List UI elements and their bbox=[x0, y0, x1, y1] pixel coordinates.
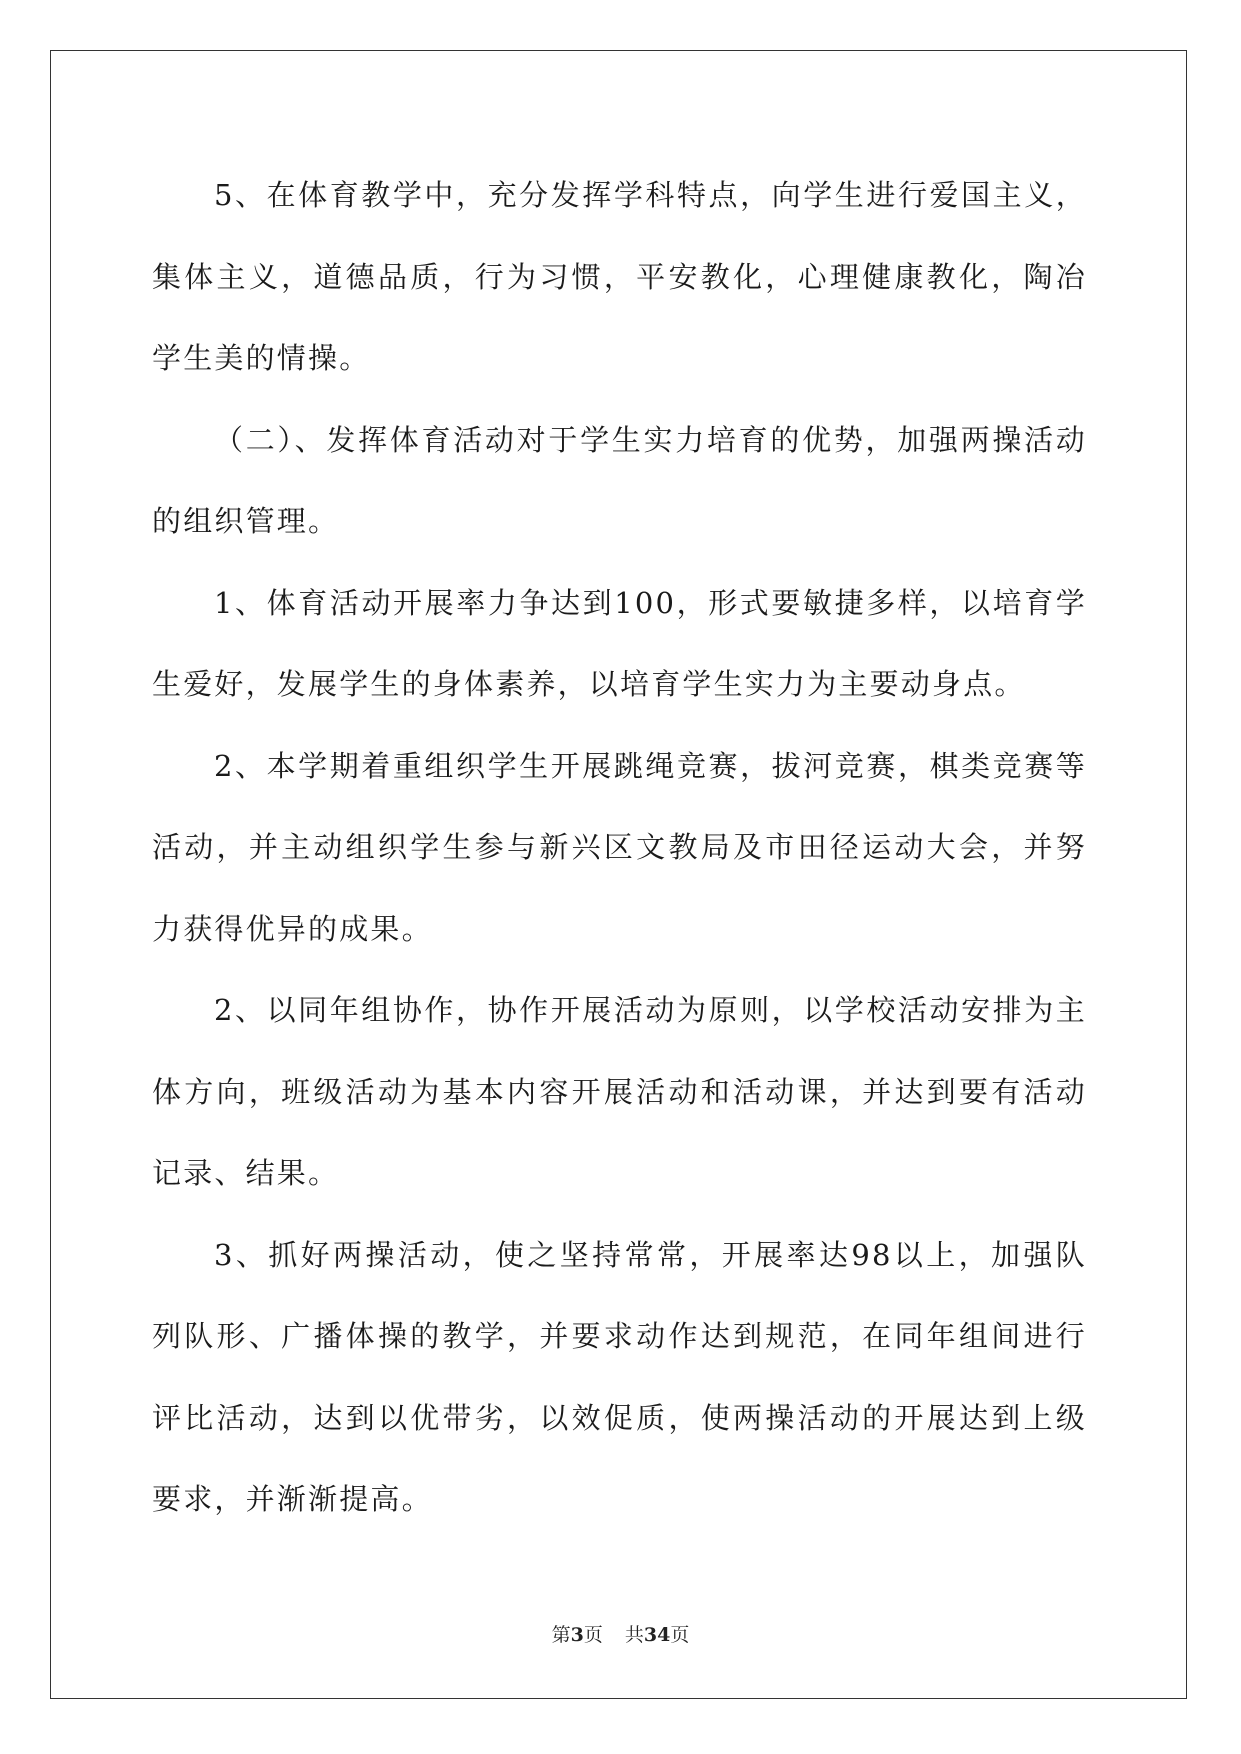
document-body bbox=[152, 155, 1087, 1541]
page-footer bbox=[0, 1620, 1241, 1647]
paragraph-2: （二）、发挥体育活动对于学生实力培育的优势，加强两操活动的组织管理。 bbox=[152, 422, 1087, 538]
footer-total-unit: 页 bbox=[670, 1624, 690, 1646]
footer-prefix: 第 bbox=[551, 1624, 571, 1646]
footer-page-number: 3 bbox=[570, 1624, 584, 1646]
paragraph-5: 2、以同年组协作，协作开展活动为原则，以学校活动安排为主体方向，班级活动为基本内容开展活动和活动课，并达到要有活动记录、结果。 bbox=[152, 993, 1087, 1190]
paragraph-4: 2、本学期着重组织学生开展跳绳竞赛，拔河竞赛，棋类竞赛等活动，并主动组织学生参与新兴区文教局及市田径运动大会，并努力获得优异的成果。 bbox=[152, 748, 1087, 946]
footer-page-unit: 页 bbox=[583, 1624, 603, 1646]
paragraph-1: 5、在体育教学中，充分发挥学科特点，向学生进行爱国主义，集体主义，道德品质，行为习惯，平安教化，心理健康教化，陶冶学生美的情操。 bbox=[152, 178, 1087, 375]
paragraph-6: 3、抓好两操活动，使之坚持常常，开展率达98以上，加强队列队形、广播体操的教学，并要求动作达到规范，在同年组间进行评比活动，达到以优带劣，以效促质，使两操活动的开展达到上级要求，并渐渐提高。 bbox=[152, 1237, 1087, 1516]
footer-total-prefix: 共 bbox=[624, 1624, 644, 1646]
footer-total-pages: 34 bbox=[643, 1624, 671, 1646]
paragraph-3: 1、体育活动开展率力争达到100，形式要敏捷多样，以培育学生爱好，发展学生的身体素养，以培育学生实力为主要动身点。 bbox=[152, 585, 1087, 701]
